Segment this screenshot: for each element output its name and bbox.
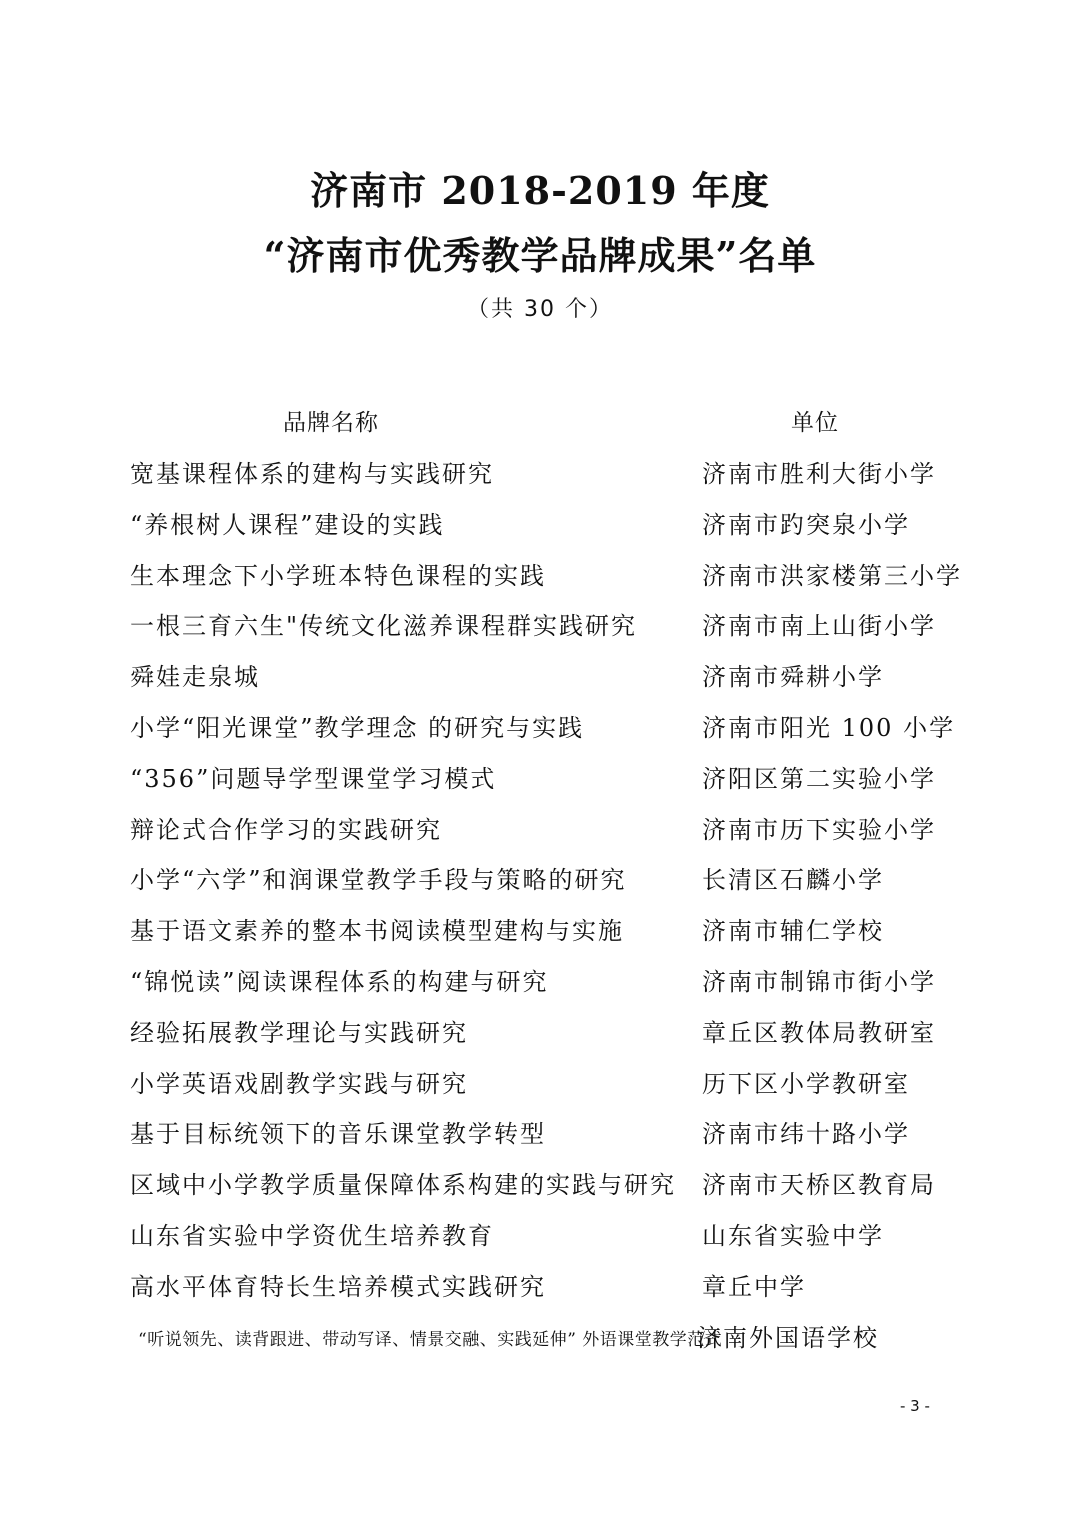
list-item [0, 759, 1080, 809]
brand-name: 基于目标统领下的音乐课堂教学转型 [130, 1120, 546, 1148]
column-header-unit: 单位 [791, 410, 839, 436]
list-item [0, 1216, 1080, 1266]
brand-name: 经验拓展教学理论与实践研究 [130, 1019, 468, 1047]
unit-name: 章丘区教体局教研室 [702, 1019, 936, 1047]
brand-name: 小学“六学”和润课堂教学手段与策略的研究 [130, 866, 627, 894]
brand-name: 辩论式合作学习的实践研究 [130, 816, 442, 844]
list-item [0, 962, 1080, 1012]
unit-name: 济南市胜利大街小学 [702, 460, 936, 488]
unit-name: 济南市辅仁学校 [702, 917, 884, 945]
brand-name: 生本理念下小学班本特色课程的实践 [130, 562, 546, 590]
brand-name: 宽基课程体系的建构与实践研究 [130, 460, 494, 488]
list-item [0, 606, 1080, 656]
list-item [0, 1267, 1080, 1317]
brand-name: “锦悦读”阅读课程体系的构建与研究 [130, 968, 549, 996]
unit-name: 山东省实验中学 [702, 1222, 884, 1250]
list-item [0, 1013, 1080, 1063]
list-item [0, 708, 1080, 758]
unit-name: 济南市历下实验小学 [702, 816, 936, 844]
unit-name: 章丘中学 [702, 1273, 806, 1301]
list-item [0, 1318, 1080, 1368]
brand-name: 山东省实验中学资优生培养教育 [130, 1222, 494, 1250]
brand-name: 高水平体育特长生培养模式实践研究 [130, 1273, 546, 1301]
unit-name: 济南市舜耕小学 [702, 663, 884, 691]
unit-name: 历下区小学教研室 [702, 1070, 910, 1098]
list-item [0, 1165, 1080, 1215]
brand-name: 基于语文素养的整本书阅读模型建构与实施 [130, 917, 624, 945]
unit-name: 长清区石麟小学 [702, 866, 884, 894]
brand-name: 一根三育六生"传统文化滋养课程群实践研究 [130, 612, 638, 640]
list-item [0, 505, 1080, 555]
unit-name: 济南市洪家楼第三小学 [702, 562, 962, 590]
list-item [0, 1114, 1080, 1164]
list-item [0, 810, 1080, 860]
column-header-name: 品牌名称 [283, 410, 379, 436]
list-item [0, 556, 1080, 606]
list-item [0, 1064, 1080, 1114]
brand-name: 小学英语戏剧教学实践与研究 [130, 1070, 468, 1098]
unit-name: 济南市趵突泉小学 [702, 511, 910, 539]
document-subtitle: （共 30 个） [467, 297, 613, 322]
unit-name: 济南市制锦市街小学 [702, 968, 936, 996]
unit-name: 济南市南上山街小学 [702, 612, 936, 640]
unit-name: 济南市天桥区教育局 [702, 1171, 936, 1199]
brand-name: 小学“阳光课堂”教学理念 的研究与实践 [130, 714, 585, 742]
brand-name: “养根树人课程”建设的实践 [130, 511, 445, 539]
document-title-line2: “济南市优秀教学品牌成果”名单 [263, 233, 817, 278]
unit-name: 济阳区第二实验小学 [702, 765, 936, 793]
brand-name: 舜娃走泉城 [130, 663, 260, 691]
list-item [0, 911, 1080, 961]
unit-name: 济南市阳光 100 小学 [702, 714, 956, 742]
unit-name: 济南外国语学校 [697, 1324, 879, 1352]
list-item [0, 860, 1080, 910]
brand-name: 区域中小学教学质量保障体系构建的实践与研究 [130, 1171, 676, 1199]
list-item [0, 657, 1080, 707]
page-number: - 3 - [900, 1397, 930, 1415]
brand-name: “356”问题导学型课堂学习模式 [130, 765, 497, 793]
list-item [0, 454, 1080, 504]
unit-name: 济南市纬十路小学 [702, 1120, 910, 1148]
document-title-line1: 济南市 2018-2019 年度 [310, 168, 770, 213]
brand-name: “听说领先、读背跟进、带动写译、情景交融、实践延伸” 外语课堂教学范式 [138, 1330, 723, 1350]
